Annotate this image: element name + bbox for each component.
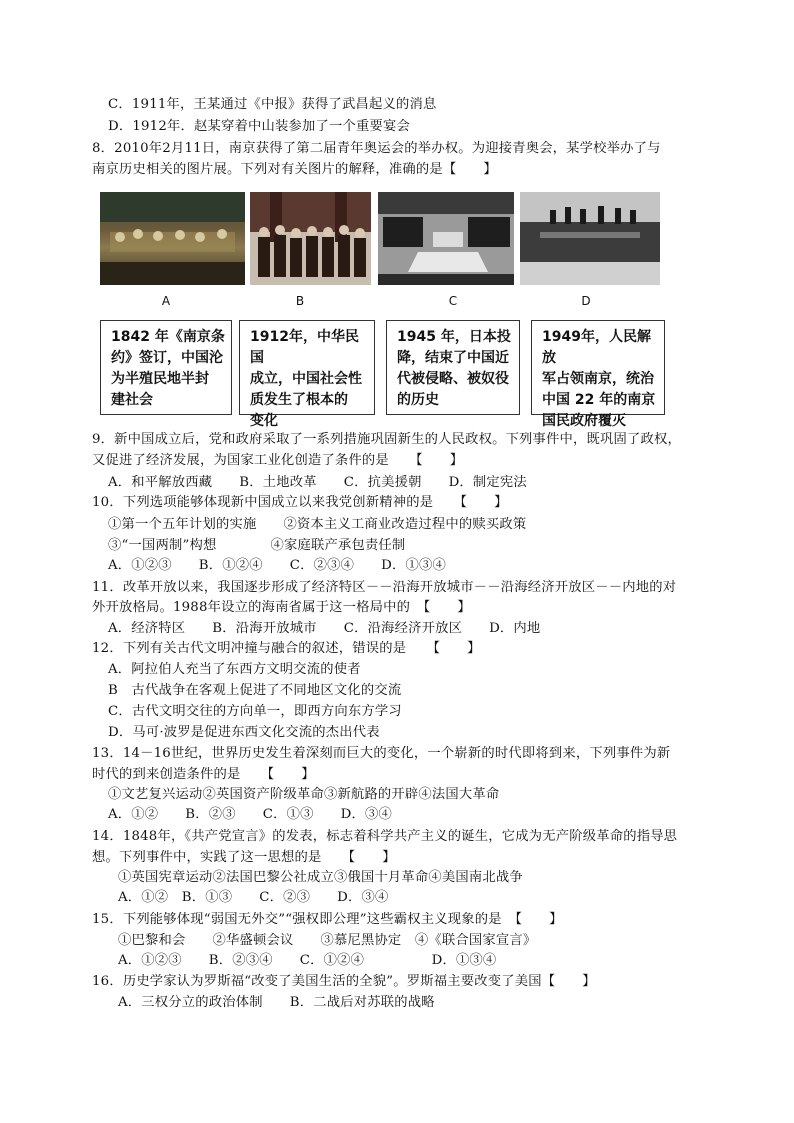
caption-c: 1945 年，日本投 降，结束了中国近 代被侵略、被奴役 的历史	[386, 320, 520, 415]
q11-options: A．经济特区 B．沿海开放城市 C．沿海经济开放区 D．内地	[108, 621, 541, 636]
q14-items: ①英国宪章运动②法国巴黎公社成立③俄国十月革命④美国南北战争	[118, 870, 523, 885]
photo-a-treaty-signing	[100, 192, 245, 285]
q12-option-a: A．阿拉伯人充当了东西方文明交流的使者	[108, 662, 361, 677]
q13-stem-line2: 时代的到来创造条件的是 【 】	[92, 767, 315, 782]
q15-options: A．①②③ B．②③④ C．①②④ D．①③④	[118, 953, 497, 968]
caption-d: 1949年，人民解放 军占领南京，统治 中国 22 年的南京 国民政府覆灭	[531, 320, 665, 415]
q12-option-c: C．古代文明交往的方向单一，即西方向东方学习	[108, 704, 402, 719]
q14-stem-line2: 想。下列事件中，实践了这一思想的是 【 】	[92, 850, 396, 865]
q15-items: ①巴黎和会 ②华盛顿会议 ③慕尼黑协定 ④《联合国家宣言》	[118, 933, 537, 948]
q10-items-line2: ③“一国两制”构想 ④家庭联产承包责任制	[108, 538, 406, 553]
q14-options: A．①② B．①③ C．②③ D．③④	[118, 890, 389, 905]
q12-option-b: B 古代战争在客观上促进了不同地区文化的交流	[108, 683, 402, 698]
q12-stem: 12．下列有关古代文明冲撞与融合的叙述，错误的是 【 】	[92, 641, 481, 656]
q14-stem-line1: 14．1848年，《共产党宣言》的发表，标志着科学共产主义的诞生，它成为无产阶级革命的指导思	[92, 829, 678, 844]
photo-b-label: B	[295, 294, 305, 308]
q16-stem: 16．历史学家认为罗斯福“改变了美国生活的全貌”。罗斯福主要改变了美国【 】	[92, 974, 596, 989]
q10-items-line1: ①第一个五年计划的实施 ②资本主义工商业改造过程中的赎买政策	[108, 517, 527, 532]
photo-a-label: A	[161, 294, 171, 308]
caption-b: 1912年，中华民国 成立，中国社会性 质发生了根本的 变化	[239, 320, 375, 415]
q8-stem-line2: 南京历史相关的图片展。下列对有关图片的解释，准确的是【 】	[92, 162, 497, 177]
q11-stem-line1: 11．改革开放以来，我国逐步形成了经济特区－－沿海开放城市－－沿海经济开放区－－内地的对	[92, 580, 677, 595]
caption-a: 1842 年《南京条 约》签订，中国沦 为半殖民地半封 建社会	[100, 320, 232, 415]
q7-option-d: D．1912年．赵某穿着中山装参加了一个重要宴会	[108, 119, 410, 134]
q13-options: A．①② B．②③ C．①③ D．③④	[108, 807, 392, 822]
q10-stem: 10．下列选项能够体现新中国成立以来我党创新精神的是 【 】	[92, 495, 508, 510]
photo-d-presidential-palace	[520, 192, 660, 285]
q9-stem-line2: 又促进了经济发展，为国家工业化创造了条件的是 【 】	[92, 453, 464, 468]
q13-items: ①文艺复兴运动②英国资产阶级革命③新航路的开辟④法国大革命	[108, 787, 500, 802]
photo-d-label: D	[581, 294, 591, 308]
q12-option-d: D．马可·波罗是促进东西文化交流的杰出代表	[108, 725, 380, 740]
photo-b-group-portrait	[250, 192, 371, 285]
q10-options: A．①②③ B．①②④ C．②③④ D．①③④	[108, 558, 446, 573]
q11-stem-line2: 外开放格局。1988年设立的海南省属于这一格局中的 【 】	[92, 600, 471, 615]
q15-stem: 15．下列能够体现“弱国无外交”“强权即公理”这些霸权主义现象的是 【 】	[92, 912, 563, 927]
photo-c-surrender-ceremony	[378, 192, 514, 285]
q13-stem-line1: 13．14－16世纪，世界历史发生着深刻而巨大的变化，一个崭新的时代即将到来，下列事件为新	[92, 746, 671, 761]
q7-option-c: C．1911年，王某通过《中报》获得了武昌起义的消息	[108, 97, 437, 112]
q9-options: A．和平解放西藏 B．土地改革 C．抗美援朝 D．制定宪法	[108, 475, 527, 490]
q8-stem-line1: 8．2010年2月11日，南京获得了第二届青年奥运会的举办权。为迎接青奥会，某学校举办了与	[92, 141, 661, 156]
photo-c-label: C	[448, 294, 458, 308]
q16-options: A．三权分立的政治体制 B．二战后对苏联的战略	[118, 995, 435, 1010]
q9-stem-line1: 9．新中国成立后，党和政府采取了一系列措施巩固新生的人民政权。下列事件中，既巩固了政权，	[92, 432, 682, 447]
